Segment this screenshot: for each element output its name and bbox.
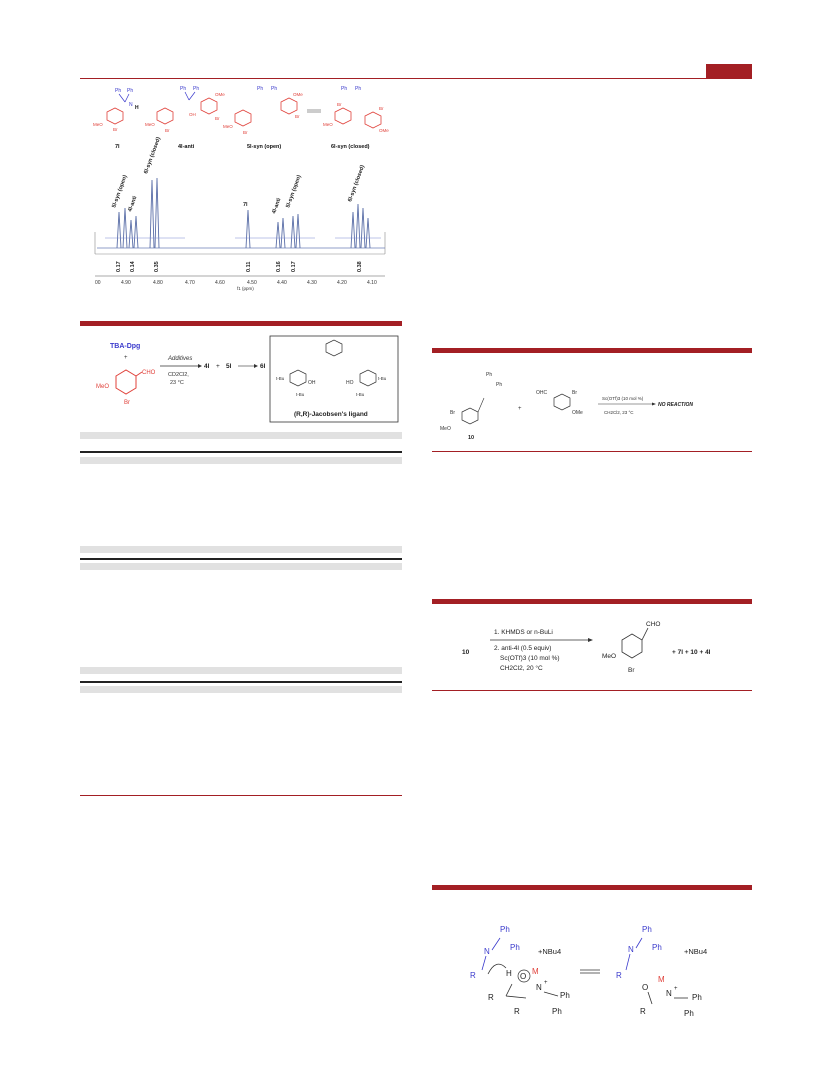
svg-text:Ph: Ph — [500, 925, 510, 934]
structure-6l-syn-closed — [323, 86, 389, 150]
svg-text:f1 (ppm): f1 (ppm) — [237, 286, 254, 291]
svg-text:4.60: 4.60 — [215, 280, 225, 286]
svg-text:t-Bu: t-Bu — [378, 376, 387, 381]
svg-text:7l: 7l — [243, 202, 248, 208]
scheme-no-reaction-top-rule — [432, 348, 752, 353]
svg-text:Br: Br — [215, 116, 220, 121]
svg-text:Ph: Ph — [652, 943, 662, 952]
svg-text:Additives: Additives — [168, 356, 193, 362]
table2-header-rule — [80, 558, 402, 560]
svg-text:MeO: MeO — [602, 653, 617, 660]
svg-text:HO: HO — [346, 380, 354, 386]
svg-text:R: R — [470, 971, 476, 980]
svg-text:4l-anti: 4l-anti — [127, 195, 139, 213]
svg-text:Ph: Ph — [115, 88, 122, 94]
svg-text:H: H — [135, 105, 139, 111]
svg-text:+NBu4: +NBu4 — [538, 947, 562, 956]
svg-text:Br: Br — [165, 128, 170, 133]
structure-5l-syn-open — [223, 86, 303, 150]
svg-text:CHO: CHO — [142, 370, 156, 376]
svg-text:OMe: OMe — [293, 92, 303, 97]
svg-text:00: 00 — [95, 280, 101, 286]
svg-text:2. anti-4l (0.5 equiv): 2. anti-4l (0.5 equiv) — [494, 645, 552, 652]
svg-text:4l-anti: 4l-anti — [271, 197, 283, 215]
svg-text:O: O — [520, 972, 527, 981]
svg-text:OH: OH — [189, 112, 196, 117]
svg-text:0.17: 0.17 — [116, 261, 122, 272]
svg-text:OH: OH — [308, 380, 316, 386]
svg-text:CHO: CHO — [646, 621, 661, 628]
svg-text:0.14: 0.14 — [130, 261, 136, 272]
svg-text:4.40: 4.40 — [277, 280, 287, 286]
svg-text:1. KHMDS or n-BuLi: 1. KHMDS or n-BuLi — [494, 629, 553, 636]
svg-text:4.30: 4.30 — [307, 280, 317, 286]
svg-text:Br: Br — [379, 106, 384, 111]
table1-row-bar — [80, 457, 402, 464]
scheme-khmds-bottom-rule — [432, 690, 752, 691]
svg-text:0.35: 0.35 — [154, 261, 160, 272]
svg-text:t-Bu: t-Bu — [276, 376, 285, 381]
svg-text:Br: Br — [337, 102, 342, 107]
table2-header-bar — [80, 546, 402, 553]
header-tab — [706, 64, 752, 78]
svg-text:4l-anti: 4l-anti — [178, 144, 195, 150]
svg-text:6l-syn (closed): 6l-syn (closed) — [331, 144, 370, 150]
svg-text:4.10: 4.10 — [367, 280, 377, 286]
svg-text:Ph: Ph — [180, 86, 187, 92]
scheme-mechanism — [466, 918, 736, 1022]
scheme-khmds — [432, 614, 752, 686]
svg-text:Br: Br — [450, 410, 455, 416]
svg-text:5l: 5l — [226, 363, 232, 370]
svg-text:23 °C: 23 °C — [170, 380, 184, 386]
svg-text:Ph: Ph — [341, 86, 348, 92]
table3-header-bar — [80, 667, 402, 674]
svg-text:Sc(OTf)3 (10 mol %): Sc(OTf)3 (10 mol %) — [500, 655, 560, 662]
svg-text:4.70: 4.70 — [185, 280, 195, 286]
svg-text:MeO: MeO — [93, 122, 103, 127]
svg-text:MeO: MeO — [440, 426, 451, 432]
svg-text:Br: Br — [628, 667, 635, 674]
svg-text:6l-syn (closed): 6l-syn (closed) — [347, 164, 367, 203]
svg-text:10: 10 — [462, 649, 470, 656]
structure-7l — [93, 88, 139, 150]
svg-text:CH2Cl2, 20 °C: CH2Cl2, 20 °C — [500, 665, 543, 672]
svg-text:R: R — [640, 1007, 646, 1016]
svg-text:Ph: Ph — [257, 86, 264, 92]
svg-text:Ph: Ph — [692, 993, 702, 1002]
left-column-end-rule — [80, 795, 402, 796]
svg-text:4.80: 4.80 — [153, 280, 163, 286]
svg-text:+NBu4: +NBu4 — [684, 947, 708, 956]
scheme-no-reaction-bottom-rule — [432, 451, 752, 452]
svg-text:Ph: Ph — [552, 1007, 562, 1016]
scheme-additives — [90, 334, 400, 426]
svg-text:N: N — [536, 983, 542, 992]
svg-text:M: M — [658, 975, 665, 984]
svg-text:+: + — [216, 363, 220, 370]
svg-text:Ph: Ph — [193, 86, 200, 92]
svg-text:4.50: 4.50 — [247, 280, 257, 286]
svg-text:NO REACTION: NO REACTION — [658, 402, 693, 408]
svg-text:Ph: Ph — [496, 382, 503, 388]
svg-text:+: + — [518, 406, 522, 412]
svg-text:0.11: 0.11 — [246, 261, 252, 272]
svg-text:H: H — [506, 969, 512, 978]
svg-text:Br: Br — [113, 127, 118, 132]
table3-row-bar — [80, 686, 402, 693]
svg-text:Ph: Ph — [642, 925, 652, 934]
svg-text:Ph: Ph — [684, 1009, 694, 1018]
svg-text:+ 7l + 10 + 4l: + 7l + 10 + 4l — [672, 649, 711, 656]
svg-text:M: M — [532, 967, 539, 976]
svg-text:6l-syn (closed): 6l-syn (closed) — [143, 136, 163, 175]
scheme-no-reaction — [432, 362, 752, 444]
svg-text:CH2Cl2, 23 °C: CH2Cl2, 23 °C — [604, 410, 634, 415]
svg-text:OHC: OHC — [536, 390, 548, 396]
svg-text:Ph: Ph — [355, 86, 362, 92]
scheme-additives-top-rule — [80, 321, 402, 326]
svg-text:OMe: OMe — [379, 128, 389, 133]
svg-text:Br: Br — [243, 130, 248, 135]
svg-text:Ph: Ph — [127, 88, 134, 94]
svg-text:N: N — [129, 102, 133, 108]
svg-text:R: R — [514, 1007, 520, 1016]
svg-text:+: + — [674, 986, 678, 992]
svg-text:Br: Br — [295, 114, 300, 119]
nmr-figure — [85, 82, 405, 292]
svg-text:N: N — [628, 945, 634, 954]
svg-text:5l-syn (open): 5l-syn (open) — [285, 174, 303, 209]
svg-text:0.16: 0.16 — [276, 261, 282, 272]
svg-text:Ph: Ph — [271, 86, 278, 92]
svg-text:5l-syn (open): 5l-syn (open) — [247, 144, 282, 150]
svg-text:4l: 4l — [204, 363, 210, 370]
svg-text:4.20: 4.20 — [337, 280, 347, 286]
svg-text:MeO: MeO — [223, 124, 233, 129]
svg-text:CD2Cl2,: CD2Cl2, — [168, 372, 189, 378]
scheme-khmds-top-rule — [432, 599, 752, 604]
svg-text:R: R — [616, 971, 622, 980]
svg-text:7l: 7l — [115, 144, 120, 150]
svg-text:Ph: Ph — [486, 372, 493, 378]
svg-text:OMe: OMe — [215, 92, 225, 97]
svg-text:6l: 6l — [260, 363, 266, 370]
svg-text:5l-syn (open): 5l-syn (open) — [111, 174, 129, 209]
svg-text:N: N — [484, 947, 490, 956]
svg-text:0.38: 0.38 — [357, 261, 363, 272]
svg-text:R: R — [488, 993, 494, 1002]
table2-row-bar — [80, 563, 402, 570]
svg-text:MeO: MeO — [323, 122, 333, 127]
svg-text:Br: Br — [572, 390, 577, 396]
svg-text:Ph: Ph — [560, 991, 570, 1000]
svg-text:N: N — [666, 989, 672, 998]
svg-text:+: + — [124, 355, 128, 361]
header-rule — [80, 78, 752, 79]
svg-text:0.17: 0.17 — [291, 261, 297, 272]
svg-text:MeO: MeO — [96, 384, 110, 390]
svg-text:MeO: MeO — [145, 122, 155, 127]
svg-text:4.90: 4.90 — [121, 280, 131, 286]
svg-text:10: 10 — [468, 435, 475, 441]
svg-text:TBA-Dpg: TBA-Dpg — [110, 343, 141, 350]
table3-header-rule — [80, 681, 402, 683]
svg-text:OMe: OMe — [572, 410, 583, 416]
scheme-mechanism-top-rule — [432, 885, 752, 890]
svg-text:O: O — [642, 983, 649, 992]
svg-text:t-Bu: t-Bu — [356, 392, 365, 397]
svg-text:t-Bu: t-Bu — [296, 392, 305, 397]
svg-text:Ph: Ph — [510, 943, 520, 952]
svg-text:Br: Br — [124, 400, 130, 406]
table1-header-bar — [80, 432, 402, 439]
table1-header-rule — [80, 451, 402, 453]
svg-text:Sc(OTf)3 (10 mol %): Sc(OTf)3 (10 mol %) — [602, 396, 644, 401]
svg-text:+: + — [544, 980, 548, 986]
svg-text:(R,R)-Jacobsen's ligand: (R,R)-Jacobsen's ligand — [294, 411, 368, 418]
